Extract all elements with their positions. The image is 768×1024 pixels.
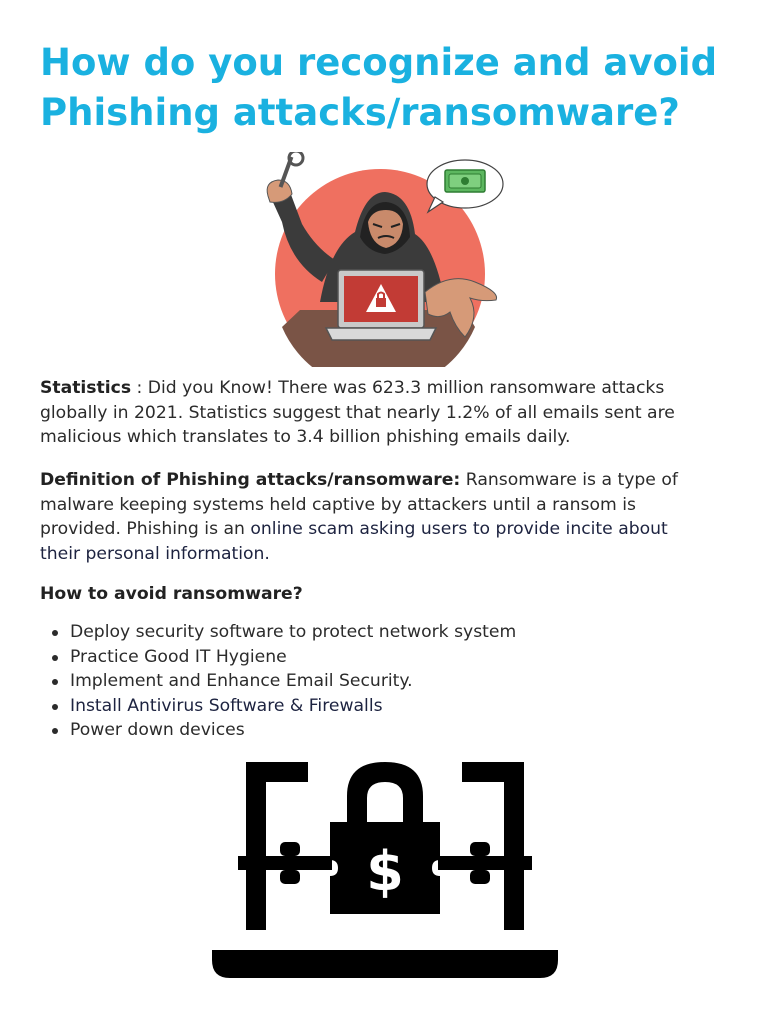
definition-text-1: Ransomware is a type of [460, 470, 678, 490]
title-line-1: How do you recognize and avoid [40, 41, 718, 84]
definition-text-3a: provided. Phishing is an [40, 519, 251, 539]
bullet-icon [52, 655, 58, 661]
definition-text-3b: online scam asking users to provide incite about [250, 519, 668, 539]
definition-text-4: their personal information. [40, 543, 270, 564]
bullet-icon [52, 704, 58, 710]
list-item: Power down devices [40, 718, 516, 743]
list-item: Implement and Enhance Email Security. [40, 669, 516, 694]
statistics-text-2: globally in 2021. Statistics suggest that nearly 1.2% of all emails sent are [40, 402, 675, 423]
definition-paragraph [40, 468, 740, 566]
dollar-symbol: $ [366, 840, 404, 903]
locked-laptop-icon [210, 756, 560, 982]
bullet-icon [52, 728, 58, 734]
statistics-label: Statistics [40, 378, 132, 398]
statistics-text-1: : Did you Know! There was 623.3 million ransomware attacks [131, 378, 665, 398]
bullet-icon [52, 679, 58, 685]
page-title [40, 38, 740, 138]
list-item: Deploy security software to protect network system [40, 620, 516, 645]
definition-text-2: malware keeping systems held captive by attackers until a ransom is [40, 494, 636, 515]
statistics-paragraph [40, 376, 740, 450]
definition-label: Definition of Phishing attacks/ransomware: [40, 470, 461, 490]
list-item: Practice Good IT Hygiene [40, 645, 516, 670]
statistics-text-3: malicious which translates to 3.4 billion phishing emails daily. [40, 427, 571, 447]
avoid-heading: How to avoid ransomware? [40, 584, 303, 604]
avoid-tips-list [40, 620, 516, 743]
title-line-2: Phishing attacks/ransomware? [40, 91, 680, 134]
hacker-illustration [260, 152, 510, 367]
bullet-icon [52, 630, 58, 636]
list-item: Install Antivirus Software & Firewalls [40, 694, 516, 719]
